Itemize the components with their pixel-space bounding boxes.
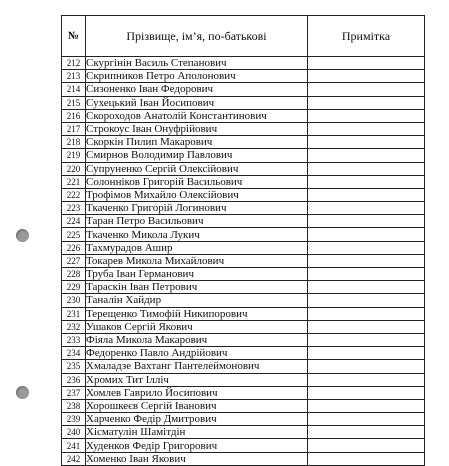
row-note-cell xyxy=(308,162,425,175)
row-number-cell: 216 xyxy=(62,109,86,122)
table-row xyxy=(62,426,425,439)
table-row xyxy=(62,136,425,149)
row-number-cell: 219 xyxy=(62,149,86,162)
row-name-cell: Худенков Федір Григорович xyxy=(86,439,308,452)
row-number-cell: 235 xyxy=(62,360,86,373)
row-number-cell: 223 xyxy=(62,202,86,215)
row-note-cell xyxy=(308,333,425,346)
row-name-cell: Скургінін Василь Степанович xyxy=(86,57,308,70)
table-row xyxy=(62,188,425,201)
row-note-cell xyxy=(308,347,425,360)
row-note-cell xyxy=(308,360,425,373)
table-row xyxy=(62,149,425,162)
table-row xyxy=(62,333,425,346)
table-row xyxy=(62,373,425,386)
row-number-cell: 233 xyxy=(62,333,86,346)
row-number-cell: 229 xyxy=(62,281,86,294)
row-number-cell: 227 xyxy=(62,254,86,267)
table-row xyxy=(62,254,425,267)
row-number-cell: 218 xyxy=(62,136,86,149)
row-name-cell: Сизоненко Іван Федорович xyxy=(86,83,308,96)
row-name-cell: Ушаков Сергій Якович xyxy=(86,320,308,333)
table-row xyxy=(62,281,425,294)
row-name-cell: Таран Петро Васильович xyxy=(86,215,308,228)
row-number-cell: 230 xyxy=(62,294,86,307)
row-number-cell: 224 xyxy=(62,215,86,228)
table-header xyxy=(62,16,425,57)
row-name-cell: Трофімов Михайло Олексійович xyxy=(86,188,308,201)
number-column-header: № xyxy=(62,16,86,57)
row-number-cell: 225 xyxy=(62,228,86,241)
row-number-cell: 231 xyxy=(62,307,86,320)
row-number-cell: 232 xyxy=(62,320,86,333)
name-column-header: Прізвище, ім’я, по-батькові xyxy=(86,16,308,57)
row-note-cell xyxy=(308,188,425,201)
row-note-cell xyxy=(308,320,425,333)
row-number-cell: 241 xyxy=(62,439,86,452)
row-note-cell xyxy=(308,268,425,281)
row-name-cell: Тахмурадов Ашир xyxy=(86,241,308,254)
row-number-cell: 220 xyxy=(62,162,86,175)
row-note-cell xyxy=(308,254,425,267)
row-name-cell: Труба Іван Германович xyxy=(86,268,308,281)
row-name-cell: Токарев Микола Михайлович xyxy=(86,254,308,267)
row-note-cell xyxy=(308,70,425,83)
row-number-cell: 226 xyxy=(62,241,86,254)
row-name-cell: Хомлев Гаврило Йосипович xyxy=(86,386,308,399)
row-note-cell xyxy=(308,149,425,162)
row-number-cell: 239 xyxy=(62,413,86,426)
table-row xyxy=(62,386,425,399)
table-row xyxy=(62,228,425,241)
table-row xyxy=(62,413,425,426)
row-note-cell xyxy=(308,413,425,426)
row-name-cell: Ткаченко Григорій Логинович xyxy=(86,202,308,215)
row-name-cell: Ткаченко Микола Лукич xyxy=(86,228,308,241)
table-row xyxy=(62,347,425,360)
row-name-cell: Скороходов Анатолій Константинович xyxy=(86,109,308,122)
row-note-cell xyxy=(308,399,425,412)
row-number-cell: 221 xyxy=(62,175,86,188)
table-row xyxy=(62,320,425,333)
row-number-cell: 213 xyxy=(62,70,86,83)
row-note-cell xyxy=(308,109,425,122)
row-name-cell: Сухецький Іван Йосипович xyxy=(86,96,308,109)
row-number-cell: 215 xyxy=(62,96,86,109)
row-number-cell: 238 xyxy=(62,399,86,412)
row-note-cell xyxy=(308,452,425,465)
row-name-cell: Скрипников Петро Аполонович xyxy=(86,70,308,83)
row-note-cell xyxy=(308,215,425,228)
row-note-cell xyxy=(308,373,425,386)
row-name-cell: Хісматулін Шамітдін xyxy=(86,426,308,439)
row-note-cell xyxy=(308,202,425,215)
table-row xyxy=(62,57,425,70)
row-name-cell: Хоменко Іван Якович xyxy=(86,452,308,465)
table-row xyxy=(62,175,425,188)
table-row xyxy=(62,215,425,228)
row-note-cell xyxy=(308,294,425,307)
table-row xyxy=(62,202,425,215)
row-number-cell: 236 xyxy=(62,373,86,386)
row-name-cell: Строкоус Іван Онуфрійович xyxy=(86,122,308,135)
table-row xyxy=(62,122,425,135)
row-note-cell xyxy=(308,175,425,188)
row-note-cell xyxy=(308,136,425,149)
row-note-cell xyxy=(308,122,425,135)
row-number-cell: 228 xyxy=(62,268,86,281)
row-note-cell xyxy=(308,83,425,96)
row-number-cell: 242 xyxy=(62,452,86,465)
binder-hole-bottom xyxy=(16,386,29,399)
roster-table xyxy=(61,15,425,466)
row-name-cell: Федоренко Павло Андрійович xyxy=(86,347,308,360)
table-body xyxy=(62,57,425,466)
table-row xyxy=(62,241,425,254)
row-note-cell xyxy=(308,228,425,241)
row-name-cell: Смирнов Володимир Павлович xyxy=(86,149,308,162)
row-note-cell xyxy=(308,57,425,70)
row-name-cell: Фіяла Микола Макарович xyxy=(86,333,308,346)
row-number-cell: 214 xyxy=(62,83,86,96)
table-row xyxy=(62,360,425,373)
table-row xyxy=(62,439,425,452)
row-note-cell xyxy=(308,307,425,320)
row-name-cell: Тараскін Іван Петрович xyxy=(86,281,308,294)
table-row xyxy=(62,307,425,320)
row-note-cell xyxy=(308,96,425,109)
table-row xyxy=(62,109,425,122)
table-row xyxy=(62,294,425,307)
row-note-cell xyxy=(308,426,425,439)
row-name-cell: Солонніков Григорій Васильович xyxy=(86,175,308,188)
table-row xyxy=(62,452,425,465)
row-name-cell: Хромих Тит Ілліч xyxy=(86,373,308,386)
row-number-cell: 240 xyxy=(62,426,86,439)
row-number-cell: 237 xyxy=(62,386,86,399)
row-name-cell: Харченко Федір Дмитрович xyxy=(86,413,308,426)
row-name-cell: Хорошкеєв Сергій Іванович xyxy=(86,399,308,412)
row-note-cell xyxy=(308,241,425,254)
table-row xyxy=(62,70,425,83)
row-note-cell xyxy=(308,281,425,294)
row-name-cell: Супруненко Сергій Олексійович xyxy=(86,162,308,175)
header-row xyxy=(62,16,425,57)
row-number-cell: 212 xyxy=(62,57,86,70)
row-number-cell: 217 xyxy=(62,122,86,135)
binder-hole-top xyxy=(16,229,29,242)
table-row xyxy=(62,83,425,96)
row-name-cell: Терещенко Тимофій Никипорович xyxy=(86,307,308,320)
row-name-cell: Скоркін Пилип Макарович xyxy=(86,136,308,149)
table-row xyxy=(62,162,425,175)
table-row xyxy=(62,268,425,281)
table-row xyxy=(62,96,425,109)
row-name-cell: Хмаладзе Вахтанг Пантелеймонович xyxy=(86,360,308,373)
row-note-cell xyxy=(308,439,425,452)
row-number-cell: 234 xyxy=(62,347,86,360)
row-number-cell: 222 xyxy=(62,188,86,201)
row-name-cell: Таналін Хайдир xyxy=(86,294,308,307)
note-column-header: Примітка xyxy=(308,16,425,57)
row-note-cell xyxy=(308,386,425,399)
table-row xyxy=(62,399,425,412)
